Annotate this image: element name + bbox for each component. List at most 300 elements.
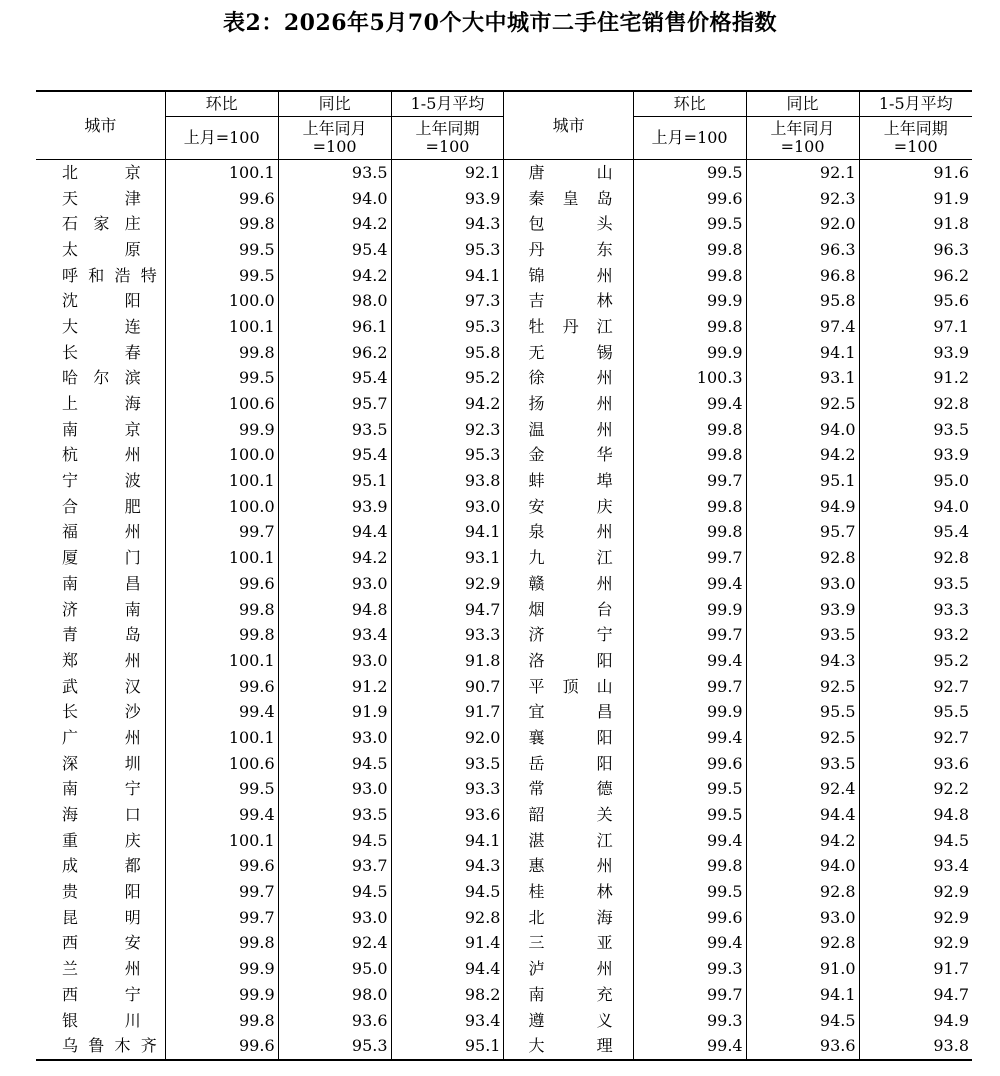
- mom-index: 100.1: [165, 468, 278, 494]
- mom-index: 99.9: [633, 699, 746, 725]
- yoy-base-header: [746, 117, 859, 160]
- mom-index: 99.4: [633, 1033, 746, 1060]
- yoy-index: 93.5: [278, 417, 391, 443]
- avg-index: 95.3: [391, 314, 504, 340]
- header-line: =100: [893, 137, 938, 156]
- yoy-index: 94.1: [746, 982, 859, 1008]
- mom-index: 99.9: [165, 982, 278, 1008]
- city-name: 福州: [62, 522, 141, 542]
- avg-index: 93.3: [391, 622, 504, 648]
- mom-index: 100.1: [165, 725, 278, 751]
- city-name: 惠州: [504, 854, 633, 880]
- mom-index: 99.8: [165, 597, 278, 623]
- table-row: [36, 288, 972, 314]
- table-row: [36, 314, 972, 340]
- city-name: 大连: [62, 316, 141, 336]
- avg-index: 91.4: [391, 931, 504, 957]
- avg-index: 95.3: [391, 443, 504, 469]
- mom-index: 99.6: [165, 854, 278, 880]
- avg-index: 93.5: [859, 571, 972, 597]
- mom-index: 99.8: [165, 340, 278, 366]
- yoy-index: 92.4: [746, 777, 859, 803]
- city-name: 洛阳: [504, 648, 633, 674]
- avg-index: 92.9: [391, 571, 504, 597]
- header-line: 上年同月: [770, 119, 835, 138]
- table-row: [36, 725, 972, 751]
- mom-index: 99.7: [633, 468, 746, 494]
- avg-index: 92.0: [391, 725, 504, 751]
- city-column-header: 城市: [84, 115, 117, 135]
- avg-index: 95.5: [859, 699, 972, 725]
- city-name: 泸州: [504, 956, 633, 982]
- yoy-index: 94.2: [746, 443, 859, 469]
- header-line: 上年同月: [302, 119, 367, 138]
- table-row: [36, 597, 972, 623]
- table-row: [36, 186, 972, 212]
- yoy-index: 93.5: [278, 802, 391, 828]
- table-row: [36, 699, 972, 725]
- mom-index: 100.3: [633, 366, 746, 392]
- yoy-group-header: 同比: [278, 91, 391, 117]
- city-name: 徐州: [504, 366, 633, 392]
- mom-index: 99.4: [165, 802, 278, 828]
- city-name: 烟台: [504, 597, 633, 623]
- mom-index: 99.4: [633, 571, 746, 597]
- table-row: [36, 674, 972, 700]
- yoy-index: 93.9: [278, 494, 391, 520]
- table-row: [36, 622, 972, 648]
- city-name: 沈阳: [62, 291, 141, 311]
- mom-index: 99.9: [165, 417, 278, 443]
- table-row: [36, 1008, 972, 1034]
- avg-index: 94.5: [391, 879, 504, 905]
- mom-index: 99.9: [165, 956, 278, 982]
- avg-index: 96.3: [859, 237, 972, 263]
- city-name: 昆明: [62, 907, 141, 927]
- avg-index: 94.7: [859, 982, 972, 1008]
- table-row: [36, 802, 972, 828]
- city-name: 哈尔滨: [62, 368, 141, 388]
- yoy-index: 93.5: [746, 751, 859, 777]
- city-name: 牡丹江: [504, 314, 633, 340]
- mom-index: 99.4: [633, 648, 746, 674]
- city-name: 唐山: [504, 160, 633, 186]
- city-name: 长春: [62, 342, 141, 362]
- city-name: 秦皇岛: [504, 186, 633, 212]
- city-name: 北京: [62, 162, 141, 182]
- city-name: 常德: [504, 777, 633, 803]
- avg-index: 93.5: [859, 417, 972, 443]
- mom-index: 99.6: [633, 186, 746, 212]
- mom-index: 99.4: [633, 725, 746, 751]
- table-row: [36, 391, 972, 417]
- table-row: [36, 443, 972, 469]
- avg-base-header: [859, 117, 972, 160]
- yoy-index: 96.8: [746, 263, 859, 289]
- yoy-index: 95.1: [278, 468, 391, 494]
- yoy-index: 93.7: [278, 854, 391, 880]
- avg-index: 92.8: [859, 545, 972, 571]
- yoy-index: 93.0: [278, 777, 391, 803]
- avg-index: 95.0: [859, 468, 972, 494]
- table-row: [36, 417, 972, 443]
- mom-index: 99.5: [633, 777, 746, 803]
- yoy-index: 94.1: [746, 340, 859, 366]
- mom-index: 100.1: [165, 314, 278, 340]
- mom-index: 99.7: [633, 982, 746, 1008]
- avg-index: 94.8: [859, 802, 972, 828]
- table-row: [36, 982, 972, 1008]
- avg-index: 95.2: [391, 366, 504, 392]
- mom-index: 99.6: [165, 571, 278, 597]
- yoy-index: 92.8: [746, 879, 859, 905]
- city-name: 郑州: [62, 650, 141, 670]
- city-name: 厦门: [62, 548, 141, 568]
- avg-index: 93.9: [391, 186, 504, 212]
- yoy-index: 95.8: [746, 288, 859, 314]
- mom-index: 99.9: [633, 340, 746, 366]
- city-name: 金华: [504, 443, 633, 469]
- yoy-index: 94.4: [746, 802, 859, 828]
- mom-index: 99.5: [165, 263, 278, 289]
- city-name: 九江: [504, 545, 633, 571]
- avg-index: 93.1: [391, 545, 504, 571]
- avg-index: 95.6: [859, 288, 972, 314]
- mom-index: 99.7: [633, 545, 746, 571]
- page-title: 表2：2026年5月70个大中城市二手住宅销售价格指数: [223, 10, 777, 36]
- mom-index: 99.7: [165, 905, 278, 931]
- table-row: [36, 905, 972, 931]
- yoy-index: 95.7: [746, 520, 859, 546]
- avg-index: 94.1: [391, 520, 504, 546]
- yoy-index: 94.2: [278, 263, 391, 289]
- avg-index: 95.2: [859, 648, 972, 674]
- yoy-index: 92.1: [746, 160, 859, 186]
- yoy-index: 93.5: [746, 622, 859, 648]
- city-name: 深圳: [62, 753, 141, 773]
- avg-index: 94.4: [391, 956, 504, 982]
- city-name: 天津: [62, 188, 141, 208]
- city-name: 包头: [504, 211, 633, 237]
- yoy-index: 95.4: [278, 366, 391, 392]
- mom-index: 99.3: [633, 956, 746, 982]
- city-name: 兰州: [62, 959, 141, 979]
- yoy-index: 92.4: [278, 931, 391, 957]
- avg-index: 94.1: [391, 828, 504, 854]
- avg-index: 93.4: [859, 854, 972, 880]
- city-name: 石家庄: [62, 214, 141, 234]
- city-name: 乌鲁木齐: [62, 1036, 157, 1056]
- mom-index: 99.8: [633, 417, 746, 443]
- yoy-index: 96.3: [746, 237, 859, 263]
- mom-base-header: 上月=100: [165, 117, 278, 160]
- mom-index: 99.8: [633, 494, 746, 520]
- avg-index: 91.2: [859, 366, 972, 392]
- avg-index: 97.1: [859, 314, 972, 340]
- yoy-index: 97.4: [746, 314, 859, 340]
- yoy-index: 94.5: [278, 879, 391, 905]
- mom-index: 100.6: [165, 751, 278, 777]
- avg-index: 93.8: [391, 468, 504, 494]
- city-name: 太原: [62, 239, 141, 259]
- mom-index: 99.4: [633, 931, 746, 957]
- avg-index: 97.3: [391, 288, 504, 314]
- mom-index: 100.1: [165, 828, 278, 854]
- avg-index: 93.0: [391, 494, 504, 520]
- mom-index: 99.5: [633, 211, 746, 237]
- header-line: 上年同期: [415, 119, 480, 138]
- avg-index: 94.7: [391, 597, 504, 623]
- yoy-index: 94.4: [278, 520, 391, 546]
- yoy-index: 95.7: [278, 391, 391, 417]
- avg-index: 93.3: [391, 777, 504, 803]
- avg-index: 98.2: [391, 982, 504, 1008]
- mom-index: 100.0: [165, 443, 278, 469]
- mom-index: 99.7: [165, 520, 278, 546]
- yoy-index: 93.0: [278, 725, 391, 751]
- mom-index: 99.9: [633, 597, 746, 623]
- mom-index: 99.5: [633, 160, 746, 186]
- avg-index: 93.8: [859, 1033, 972, 1060]
- avg-index: 94.1: [391, 263, 504, 289]
- table-row: [36, 931, 972, 957]
- city-name: 广州: [62, 727, 141, 747]
- yoy-index: 93.0: [278, 648, 391, 674]
- avg-index: 93.6: [859, 751, 972, 777]
- avg-base-header: [391, 117, 504, 160]
- table-row: [36, 237, 972, 263]
- yoy-index: 94.5: [278, 751, 391, 777]
- avg-index: 91.7: [859, 956, 972, 982]
- mom-index: 99.6: [165, 674, 278, 700]
- yoy-index: 95.4: [278, 237, 391, 263]
- yoy-index: 93.1: [746, 366, 859, 392]
- yoy-index: 93.6: [746, 1033, 859, 1060]
- avg-index: 91.8: [391, 648, 504, 674]
- table-row: [36, 751, 972, 777]
- avg-index: 92.1: [391, 160, 504, 186]
- avg-group-header: 1-5月平均: [391, 91, 504, 117]
- avg-index: 94.3: [391, 854, 504, 880]
- mom-index: 100.0: [165, 494, 278, 520]
- yoy-index: 91.2: [278, 674, 391, 700]
- city-name: 湛江: [504, 828, 633, 854]
- city-name: 南昌: [62, 573, 141, 593]
- yoy-index: 94.2: [278, 545, 391, 571]
- mom-index: 99.6: [165, 1033, 278, 1060]
- table-row: [36, 879, 972, 905]
- mom-base-header: 上月=100: [633, 117, 746, 160]
- avg-index: 92.9: [859, 879, 972, 905]
- mom-index: 99.5: [165, 366, 278, 392]
- avg-index: 91.6: [859, 160, 972, 186]
- avg-index: 92.2: [859, 777, 972, 803]
- yoy-index: 92.8: [746, 545, 859, 571]
- avg-index: 92.7: [859, 674, 972, 700]
- city-name: 遵义: [504, 1008, 633, 1034]
- city-name: 海口: [62, 805, 141, 825]
- yoy-index: 94.3: [746, 648, 859, 674]
- city-name: 长沙: [62, 702, 141, 722]
- yoy-index: 93.5: [278, 160, 391, 186]
- yoy-index: 93.0: [746, 905, 859, 931]
- price-index-table: [36, 90, 972, 1061]
- yoy-index: 95.0: [278, 956, 391, 982]
- avg-index: 95.3: [391, 237, 504, 263]
- city-name: 南充: [504, 982, 633, 1008]
- table-row: [36, 777, 972, 803]
- avg-index: 95.8: [391, 340, 504, 366]
- avg-index: 94.0: [859, 494, 972, 520]
- table-row: [36, 211, 972, 237]
- avg-index: 95.1: [391, 1033, 504, 1060]
- city-name: 宜昌: [504, 699, 633, 725]
- mom-index: 99.8: [633, 263, 746, 289]
- city-name: 银川: [62, 1010, 141, 1030]
- yoy-index: 95.1: [746, 468, 859, 494]
- avg-index: 94.9: [859, 1008, 972, 1034]
- city-name: 西安: [62, 933, 141, 953]
- city-name: 贵阳: [62, 882, 141, 902]
- city-name: 三亚: [504, 931, 633, 957]
- avg-index: 93.6: [391, 802, 504, 828]
- city-name: 安庆: [504, 494, 633, 520]
- avg-index: 94.3: [391, 211, 504, 237]
- city-name: 韶关: [504, 802, 633, 828]
- table-body: [36, 160, 972, 1061]
- mom-index: 99.7: [633, 674, 746, 700]
- avg-index: 93.9: [859, 443, 972, 469]
- avg-group-header: 1-5月平均: [859, 91, 972, 117]
- avg-index: 92.7: [859, 725, 972, 751]
- city-name: 襄阳: [504, 725, 633, 751]
- yoy-index: 96.1: [278, 314, 391, 340]
- avg-index: 93.4: [391, 1008, 504, 1034]
- yoy-index: 98.0: [278, 288, 391, 314]
- yoy-index: 92.0: [746, 211, 859, 237]
- avg-index: 93.5: [391, 751, 504, 777]
- header-line: 上年同期: [883, 119, 948, 138]
- city-name: 大理: [504, 1033, 633, 1060]
- yoy-index: 94.0: [278, 186, 391, 212]
- mom-index: 99.8: [633, 237, 746, 263]
- yoy-index: 93.0: [278, 571, 391, 597]
- mom-index: 99.6: [633, 751, 746, 777]
- city-name: 吉林: [504, 288, 633, 314]
- avg-index: 92.3: [391, 417, 504, 443]
- city-name: 温州: [504, 417, 633, 443]
- city-name: 无锡: [504, 340, 633, 366]
- yoy-index: 93.0: [278, 905, 391, 931]
- yoy-index: 93.9: [746, 597, 859, 623]
- header-line: =100: [780, 137, 825, 156]
- mom-group-header: 环比: [633, 91, 746, 117]
- avg-index: 93.2: [859, 622, 972, 648]
- mom-index: 99.3: [633, 1008, 746, 1034]
- avg-index: 91.8: [859, 211, 972, 237]
- city-name: 武汉: [62, 676, 141, 696]
- yoy-index: 93.6: [278, 1008, 391, 1034]
- mom-index: 99.7: [633, 622, 746, 648]
- city-name: 北海: [504, 905, 633, 931]
- table-row: [36, 545, 972, 571]
- yoy-index: 92.3: [746, 186, 859, 212]
- table-row: [36, 1033, 972, 1060]
- mom-index: 99.8: [633, 854, 746, 880]
- yoy-index: 94.5: [278, 828, 391, 854]
- yoy-index: 92.5: [746, 391, 859, 417]
- yoy-index: 92.8: [746, 931, 859, 957]
- avg-index: 91.9: [859, 186, 972, 212]
- avg-index: 94.2: [391, 391, 504, 417]
- avg-index: 93.3: [859, 597, 972, 623]
- mom-index: 99.8: [633, 314, 746, 340]
- header-line: =100: [312, 137, 357, 156]
- yoy-index: 95.3: [278, 1033, 391, 1060]
- city-column-header: 城市: [504, 91, 633, 160]
- yoy-index: 94.0: [746, 854, 859, 880]
- table-header: [36, 91, 972, 160]
- yoy-index: 94.2: [278, 211, 391, 237]
- table-row: [36, 366, 972, 392]
- yoy-index: 96.2: [278, 340, 391, 366]
- yoy-index: 94.0: [746, 417, 859, 443]
- mom-index: 99.6: [633, 905, 746, 931]
- avg-index: 92.8: [391, 905, 504, 931]
- mom-index: 99.7: [165, 879, 278, 905]
- table-row: [36, 494, 972, 520]
- city-name: 杭州: [62, 445, 141, 465]
- mom-index: 99.5: [165, 237, 278, 263]
- table-row: [36, 648, 972, 674]
- city-name: 南宁: [62, 779, 141, 799]
- yoy-index: 94.8: [278, 597, 391, 623]
- city-name: 蚌埠: [504, 468, 633, 494]
- mom-index: 100.0: [165, 288, 278, 314]
- mom-group-header: 环比: [165, 91, 278, 117]
- mom-index: 99.8: [633, 520, 746, 546]
- avg-index: 96.2: [859, 263, 972, 289]
- city-name: 赣州: [504, 571, 633, 597]
- city-name: 呼和浩特: [62, 265, 157, 285]
- avg-index: 94.5: [859, 828, 972, 854]
- mom-index: 100.1: [165, 648, 278, 674]
- mom-index: 100.6: [165, 391, 278, 417]
- city-name: 重庆: [62, 830, 141, 850]
- city-name: 平顶山: [504, 674, 633, 700]
- yoy-index: 95.5: [746, 699, 859, 725]
- city-name: 青岛: [62, 625, 141, 645]
- yoy-index: 91.9: [278, 699, 391, 725]
- yoy-base-header: [278, 117, 391, 160]
- city-name: 济宁: [504, 622, 633, 648]
- table-row: [36, 828, 972, 854]
- yoy-index: 92.5: [746, 725, 859, 751]
- table-row: [36, 263, 972, 289]
- mom-index: 99.9: [633, 288, 746, 314]
- yoy-index: 93.0: [746, 571, 859, 597]
- city-name: 扬州: [504, 391, 633, 417]
- mom-index: 100.1: [165, 545, 278, 571]
- avg-index: 92.9: [859, 931, 972, 957]
- city-name: 南京: [62, 419, 141, 439]
- city-name: 西宁: [62, 984, 141, 1004]
- city-name: 合肥: [62, 496, 141, 516]
- mom-index: 99.8: [165, 211, 278, 237]
- mom-index: 99.5: [165, 777, 278, 803]
- city-name: 成都: [62, 856, 141, 876]
- mom-index: 99.6: [165, 186, 278, 212]
